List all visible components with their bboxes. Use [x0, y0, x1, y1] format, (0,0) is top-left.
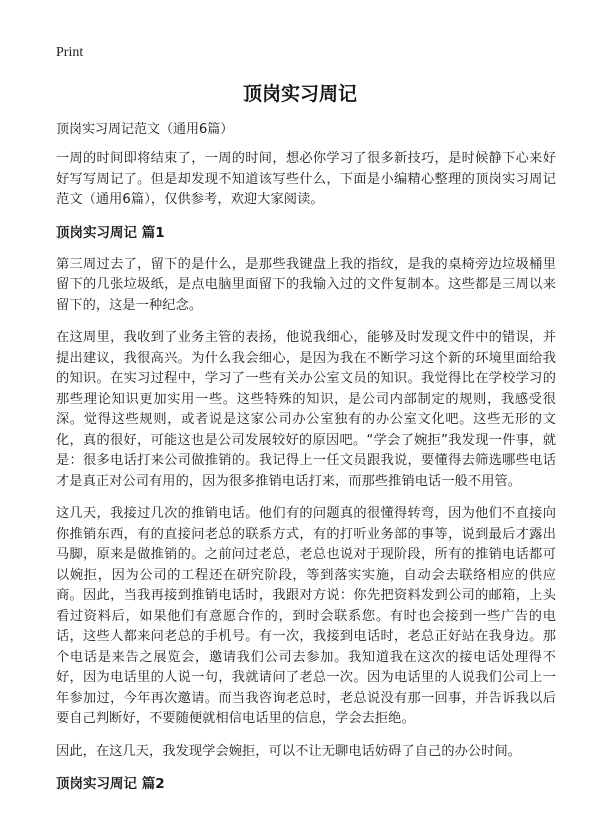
intro-paragraph: 一周的时间即将结束了，一周的时间，想必你学习了很多新技巧，是时候静下心来好好写写周记了。但是却发现不知道该写些什么，下面是小编精心整理的顶岗实习周记范文（通用6篇），仅供参考，欢迎大家阅读。 [56, 151, 556, 207]
paragraph: 这几天，我接过几次的推销电话。他们有的问题真的很懂得转弯，因为他们不直接向你推销东西，有的直接问老总的联系方式，有的打听业务部的事等，说到最后才露出马脚，原来是做推销的。之前问过老总，老总也说对于现阶段，所有的推销电话都可以婉拒，因为公司的工程还在研究阶段，等到落实实施，自动会去联络相应的供应商。因此，当我再接到推销电话时，我跟对方说：你先把资料发到公司的邮箱，上头看过资料后，如果他们有意愿合作的，到时会联系您。有时也会接到一些广告的电话，这些人都来问老总的手机号。有一次，我接到电话时，老总正好站在我身边。那个电话是来告之展览会，邀请我们公司去参加。我知道我在这次的接电话处理得不好，因为电话里的人说一句，我就请问了老总一次。因为电话里的人说我们公司上一年参加过，今年再次邀请。而当我咨询老总时，老总说没有那一回事，并告诉我以后要自己判断好，不要随便就相信电话里的信息，学会去拒绝。 [56, 506, 556, 726]
section-heading-1: 顶岗实习周记 篇1 [56, 224, 165, 241]
print-link[interactable]: Print [56, 45, 84, 60]
page-title: 顶岗实习周记 [242, 83, 357, 105]
document-subtitle: 顶岗实习周记范文（通用6篇） [56, 122, 234, 137]
document-body [56, 149, 556, 806]
paragraph: 因此，在这几天，我发现学会婉拒，可以不让无聊电话妨碍了自己的办公时间。 [56, 743, 522, 759]
paragraph: 在这周里，我收到了业务主管的表扬，他说我细心，能够及时发现文件中的错误，并提出建议，我很高兴。为什么我会细心，是因为我在不断学习这个新的环境里面给我的知识。在实习过程中，学习了一些有关办公室文员的知识。我觉得比在学校学习的那些理论知识更加实用一些。这些特殊的知识，是公司内部制定的规则，我感受很深。觉得这些规则，或者说是这家公司办公室独有的办公室文化吧。这些无形的文化，真的很好，可能这也是公司发展较好的原因吧。“学会了婉拒”我发现一件事，就是：很多电话打来公司做推销的。我记得上一任文员跟我说，要懂得去筛选哪些电话才是真正对公司有用的，因为很多推销电话打来，而那些推销电话一般不用管。 [56, 330, 556, 489]
section-heading-2: 顶岗实习周记 篇2 [56, 776, 165, 792]
paragraph: 第三周过去了，留下的是什么，是那些我键盘上我的指纹，是我的桌椅旁边垃圾桶里留下的几张垃圾纸，是点电脑里面留下的我输入过的文件复制本。这些都是三周以来留下的，这是一种纪念。 [56, 256, 556, 313]
